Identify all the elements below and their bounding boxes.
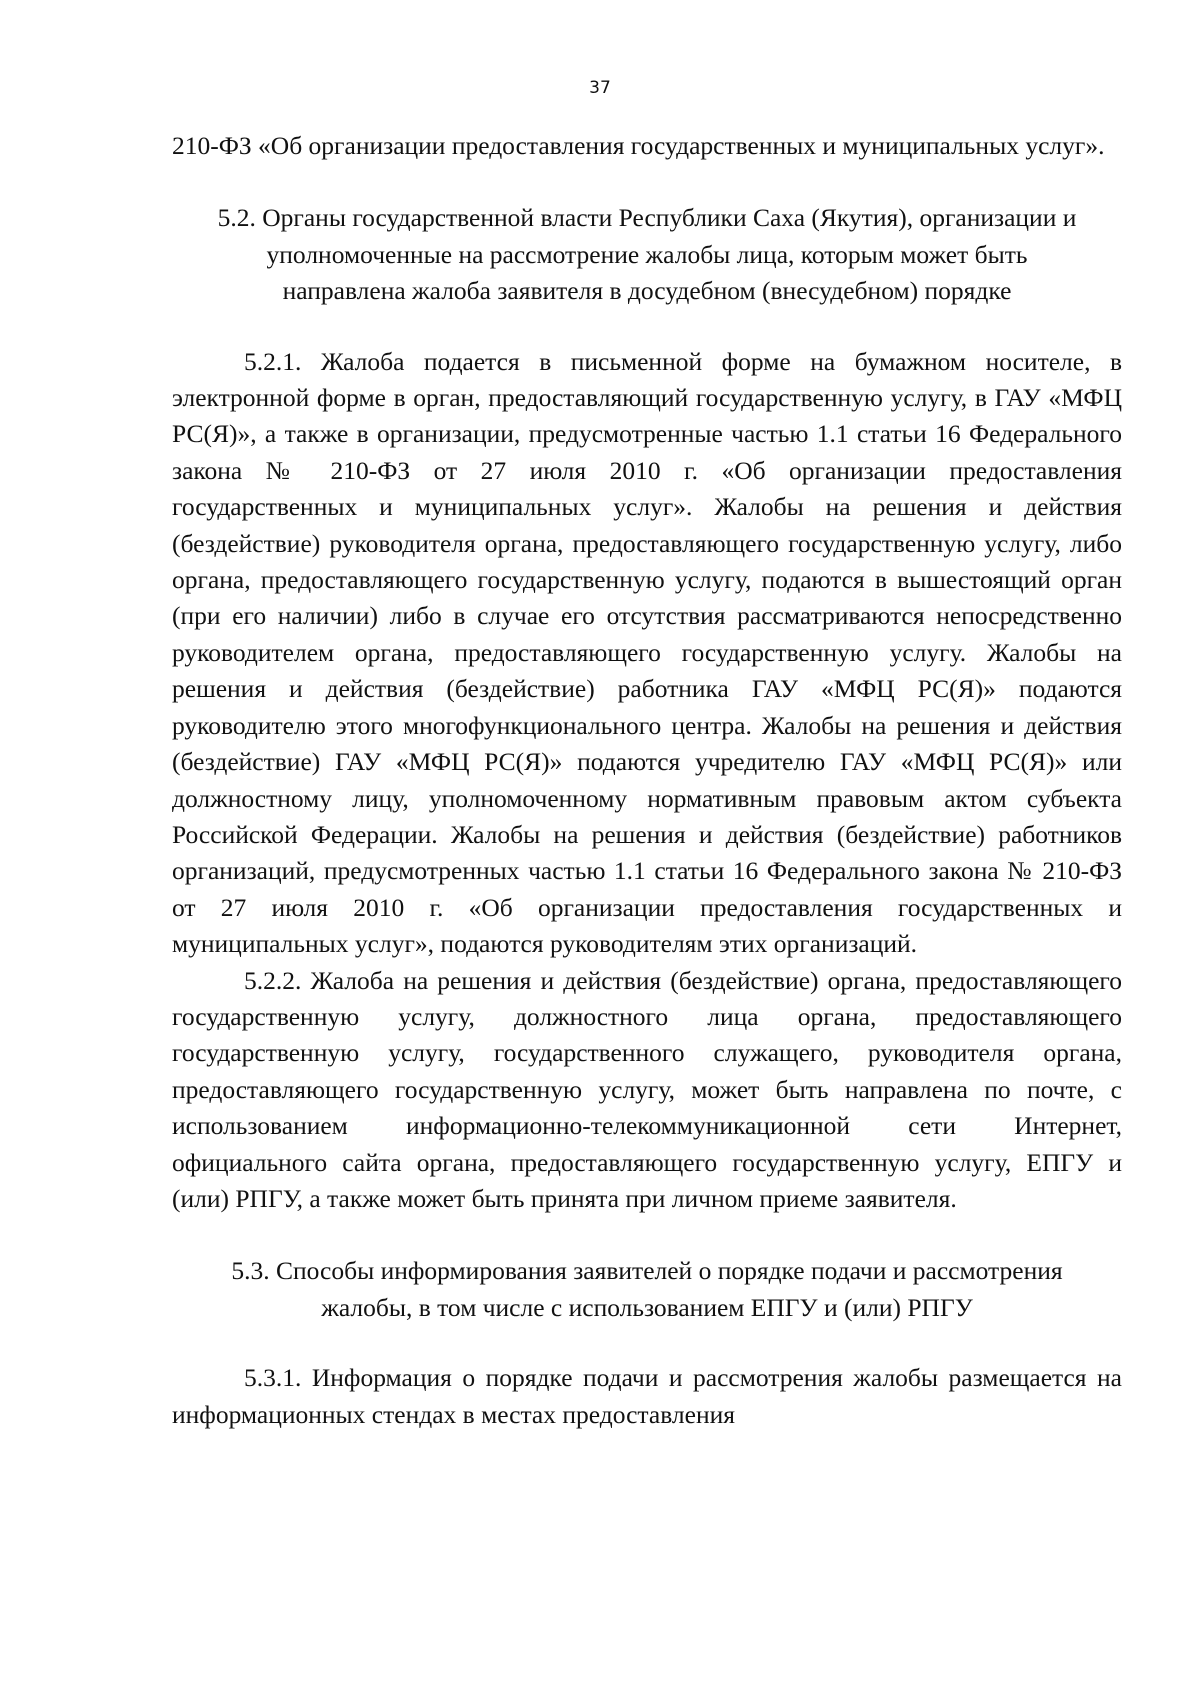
section-heading-5-2: 5.2. Органы государственной власти Республики Саха (Якутия), организации и уполномоченные на рассмотрение жалобы лица, которым может быть направлена жалоба заявителя в досудебном (внесудебном) порядке	[217, 203, 1077, 306]
page-number: 37	[589, 78, 611, 98]
document-body	[172, 128, 1122, 1433]
section-heading-5-3: 5.3. Способы информирования заявителей о порядке подачи и рассмотрения жалобы, в том числе с использованием ЕПГУ и (или) РПГУ	[231, 1256, 1063, 1322]
paragraph-5-3-1: 5.3.1. Информация о порядке подачи и рассмотрения жалобы размещается на информационных стендах в местах предоставления	[172, 1363, 1122, 1429]
continuation-paragraph: 210-ФЗ «Об организации предоставления государственных и муниципальных услуг».	[172, 131, 1105, 160]
paragraph-5-2-1: 5.2.1. Жалоба подается в письменной форме на бумажном носителе, в электронной форме в орган, предоставляющий государственную услугу, в ГАУ «МФЦ РС(Я)», а также в организации, предусмотренные частью 1.1 статьи 16 Федерального закона № 210-ФЗ от 27 июля 2010 г. «Об организации предоставления государственных и муниципальных услуг». Жалобы на решения и действия (бездействие) руководителя органа, предоставляющего государственную услугу, либо органа, предоставляющего государственную услугу, подаются в вышестоящий орган (при его наличии) либо в случае его отсутствия рассматриваются непосредственно руководителем органа, предоставляющего государственную услугу. Жалобы на решения и действия (бездействие) работника ГАУ «МФЦ РС(Я)» подаются руководителю этого многофункционального центра. Жалобы на решения и действия (бездействие) ГАУ «МФЦ РС(Я)» подаются учредителю ГАУ «МФЦ РС(Я)» или должностному лицу, уполномоченному нормативным правовым актом субъекта Российской Федерации. Жалобы на решения и действия (бездействие) работников организаций, предусмотренных частью 1.1 статьи 16 Федерального закона № 210-ФЗ от 27 июля 2010 г. «Об организации предоставления государственных и муниципальных услуг», подаются руководителям этих организаций.	[172, 346, 1122, 959]
paragraph-5-2-2: 5.2.2. Жалоба на решения и действия (бездействие) органа, предоставляющего государственную услугу, должностного лица органа, предоставляющего государственную услугу, государственного служащего, руководителя органа, предоставляющего государственную услугу, может быть направлена по почте, с использованием информационно-телекоммуникационной сети Интернет, официального сайта органа, предоставляющего государственную услугу, ЕПГУ и (или) РПГУ, а также может быть принята при личном приеме заявителя.	[172, 965, 1122, 1213]
